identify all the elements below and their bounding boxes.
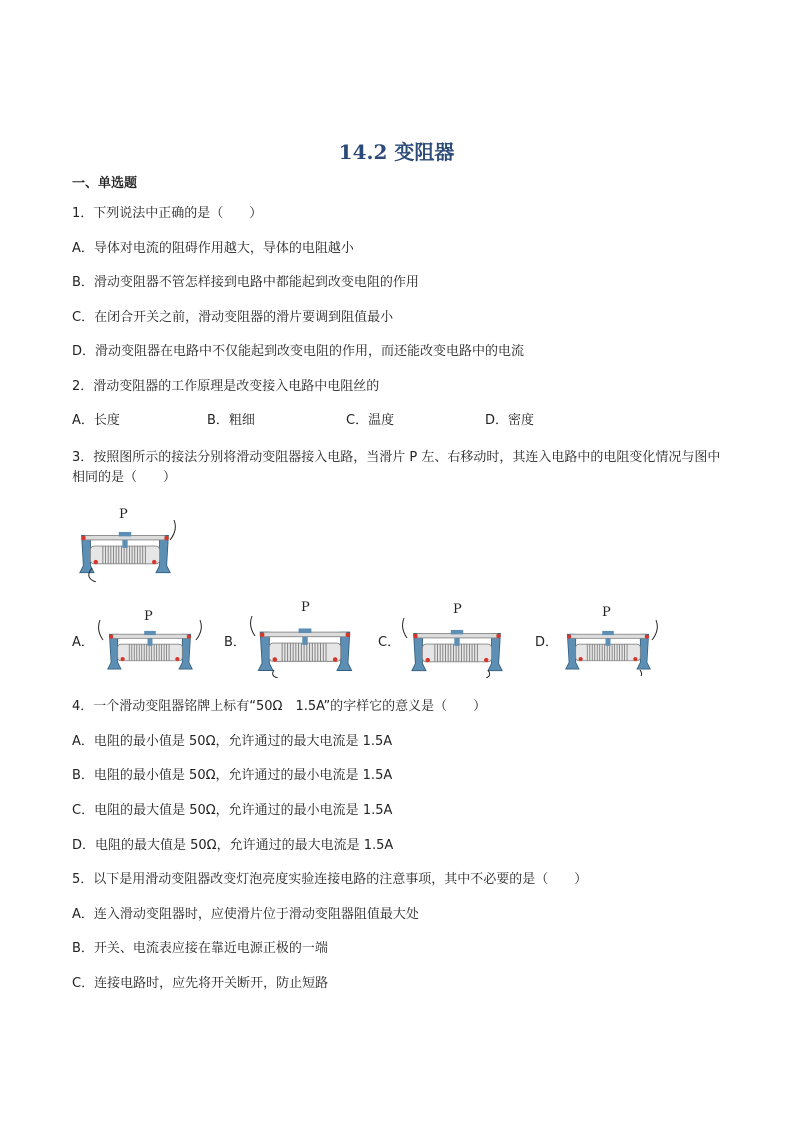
q3-option-b-label[interactable]: B． [224,635,246,650]
q1-option-b[interactable]: B．滑动变阻器不管怎样接到电路中都能起到改变电阻的作用 [72,275,419,290]
option-a-slider-label: P [144,609,153,624]
reference-wire-top [170,520,175,540]
q5-option-b[interactable]: B．开关、电流表应接在靠近电源正极的一端 [72,941,328,956]
page-title: 14.2 变阻器 [338,140,455,164]
q4-option-a[interactable]: A．电阻的最小值是 50Ω，允许通过的最大电流是 1.5A [72,734,393,749]
q1-option-d[interactable]: D．滑动变阻器在电路中不仅能起到改变电阻的作用，而还能改变电路中的电流 [72,344,525,359]
option-d-slider-label: P [602,605,611,620]
q4-option-d[interactable]: D．电阻的最大值是 50Ω，允许通过的最大电流是 1.5A [72,838,394,853]
q2-option-b[interactable]: B．粗细 [207,413,255,428]
q5-option-a[interactable]: A．连入滑动变阻器时，应使滑片位于滑动变阻器阻值最大处 [72,907,419,922]
q3-option-c-label[interactable]: C． [378,635,401,650]
q1-option-c[interactable]: C．在闭合开关之前，滑动变阻器的滑片要调到阻值最小 [72,310,394,325]
q1-option-a[interactable]: A．导体对电流的阻碍作用越大，导体的电阻越小 [72,241,354,256]
q4-option-c[interactable]: C．电阻的最大值是 50Ω，允许通过的最小电流是 1.5A [72,803,393,818]
q3-option-b-figure[interactable] [248,612,364,678]
q3-option-a-figure[interactable] [96,616,206,676]
section-heading: 一、单选题 [72,176,138,191]
q2-option-c[interactable]: C．温度 [346,413,395,428]
q5-option-c[interactable]: C．连接电路时，应先将开关断开，防止短路 [72,976,329,991]
q3-option-d-figure[interactable] [556,616,662,676]
q3-option-c-figure[interactable] [400,614,516,678]
q3-option-a-label[interactable]: A． [72,635,94,650]
question-5-stem: 5．以下是用滑动变阻器改变灯泡亮度实验连接电路的注意事项，其中不必要的是（ ） [72,872,588,887]
question-4-stem: 4．一个滑动变阻器铭牌上标有“50Ω 1.5A”的字样它的意义是（ ） [72,699,487,714]
q3-option-d-label[interactable]: D． [535,635,559,650]
reference-slider-label: P [119,507,128,522]
question-2-stem: 2．滑动变阻器的工作原理是改变接入电路中电阻丝的 [72,379,380,394]
question-3-stem: 3．按照图所示的接法分别将滑动变阻器接入电路，当滑片 P 左、右移动时，其连入电路中的电阻变化情况与图中相同的是（ ） [72,450,721,485]
option-c-slider-label: P [453,602,462,617]
q2-option-a[interactable]: A．长度 [72,413,120,428]
reference-rheostat-figure [70,516,182,582]
q2-option-d[interactable]: D．密度 [485,413,535,428]
option-b-slider-label: P [301,600,310,615]
question-1-stem: 1．下列说法中正确的是（ ） [72,206,263,221]
q4-option-b[interactable]: B．电阻的最小值是 50Ω，允许通过的最小电流是 1.5A [72,768,393,783]
